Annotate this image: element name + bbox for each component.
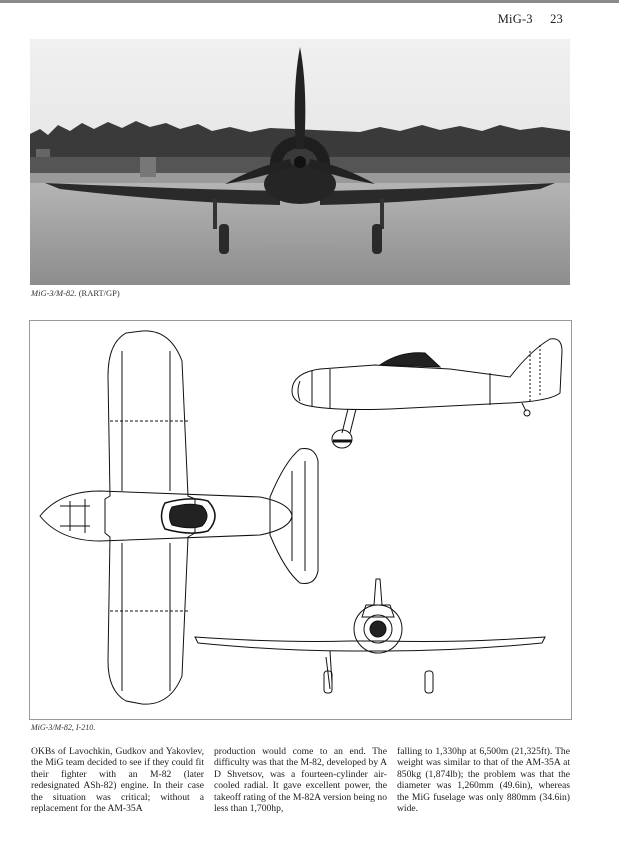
- top-rule: [0, 0, 619, 3]
- text-column-3: falling to 1,330hp at 6,500m (21,325ft). The weight was similar to that of the AM-35A at 850kg (1,874lb); the problem was that the diameter was 1,260mm (49.6in), whereas the MiG fuselage was only 880mm (34.6in) wide.: [397, 746, 570, 815]
- page-number: 23: [550, 12, 563, 26]
- running-header: [484, 12, 563, 27]
- text-column-1: OKBs of Lavochkin, Gudkov and Yakovlev, the MiG team decided to see if they could fit their fighter with an M-82 (later redesignated ASh-82) engine. In their case the situation was critical; without a replacement for the AM-35A: [31, 746, 204, 815]
- aircraft-photo: [30, 39, 570, 285]
- text-column-2: production would come to an end. The difficulty was that the M-82, developed by A D Shvetsov, was a fourteen-cylinder air-cooled radial. It gave excellent power, the takeoff rating of the M-82A version being no less than 1,700hp,: [214, 746, 387, 815]
- drawing-caption: MiG-3/M-82, I-210.: [31, 723, 96, 732]
- three-view-drawing: [29, 320, 572, 720]
- body-text: [31, 746, 572, 814]
- photo-caption: [31, 288, 120, 298]
- section-title: MiG-3: [497, 12, 533, 26]
- photo-caption-credit: (RART/GP): [78, 288, 120, 298]
- photo-caption-title: MiG-3/M-82.: [31, 288, 77, 298]
